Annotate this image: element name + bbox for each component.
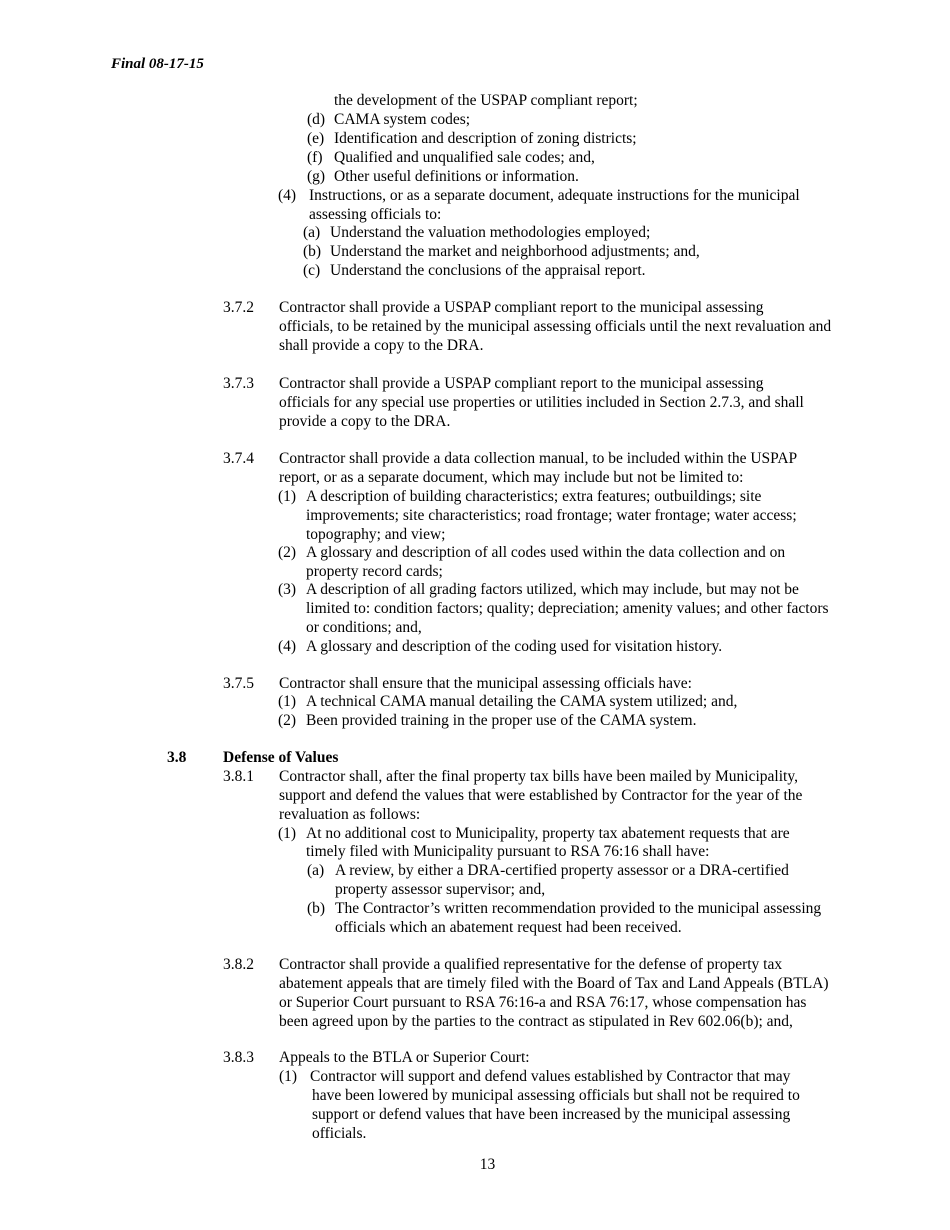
section-number-3-8-1: 3.8.1 — [223, 768, 254, 785]
section-3-7-4-item1-line2: improvements; site characteristics; road frontage; water frontage; water access; — [306, 507, 797, 524]
section-3-8-2-line2: abatement appeals that are timely filed with the Board of Tax and Land Appeals (BTLA) — [279, 975, 829, 992]
section-3-8-3-item1-number: (1) — [279, 1068, 298, 1085]
list-item-4-number: (4) — [278, 187, 297, 204]
section-3-8-2-line4: been agreed upon by the parties to the contract as stipulated in Rev 602.06(b); and, — [279, 1013, 793, 1030]
section-3-7-4-item1-number: (1) — [278, 488, 297, 505]
section-3-7-3-line1: Contractor shall provide a USPAP compliant report to the municipal assessing — [279, 375, 764, 392]
section-3-7-4-item1-line3: topography; and view; — [306, 526, 446, 543]
list-item-f-text: Qualified and unqualified sale codes; and, — [334, 149, 595, 166]
section-3-8-2-line1: Contractor shall provide a qualified representative for the defense of property tax — [279, 956, 783, 973]
list-item-a-text: Understand the valuation methodologies employed; — [330, 224, 651, 241]
section-3-8-1-item-a-line1: A review, by either a DRA-certified property assessor or a DRA-certified — [335, 862, 789, 879]
section-3-7-5-item1-number: (1) — [278, 693, 297, 710]
section-3-8-1-item-b-line1: The Contractor’s written recommendation provided to the municipal assessing — [335, 900, 822, 917]
list-item-d-text: CAMA system codes; — [334, 111, 471, 128]
section-3-7-5-item2-text: Been provided training in the proper use of the CAMA system. — [306, 712, 697, 729]
section-3-8-2-line3: or Superior Court pursuant to RSA 76:16-a and RSA 76:17, whose compensation has — [279, 994, 807, 1011]
section-3-7-4-item4-number: (4) — [278, 638, 297, 655]
page-number: 13 — [479, 1156, 496, 1173]
section-number-3-7-2: 3.7.2 — [223, 299, 254, 316]
section-3-7-4-item1-line1: A description of building characteristics; extra features; outbuildings; site — [306, 488, 762, 505]
section-3-8-1-item1-line2: timely filed with Municipality pursuant to RSA 76:16 shall have: — [306, 843, 710, 860]
section-3-7-2-line1: Contractor shall provide a USPAP compliant report to the municipal assessing — [279, 299, 764, 316]
section-3-8-3-line1: Appeals to the BTLA or Superior Court: — [279, 1049, 530, 1066]
section-number-3-7-5: 3.7.5 — [223, 675, 254, 692]
section-3-8-1-line1: Contractor shall, after the final property tax bills have been mailed by Municipality, — [279, 768, 798, 785]
list-item-c-text: Understand the conclusions of the appraisal report. — [330, 262, 646, 279]
list-item-a-number: (a) — [303, 224, 321, 241]
section-number-3-8: 3.8 — [167, 749, 187, 766]
section-number-3-7-4: 3.7.4 — [223, 450, 254, 467]
list-item-c-number: (c) — [303, 262, 321, 279]
section-title-defense-of-values: Defense of Values — [223, 749, 339, 766]
section-3-7-2-line3: shall provide a copy to the DRA. — [279, 337, 484, 354]
list-item-e-number: (e) — [307, 130, 325, 147]
section-3-7-3-line2: officials for any special use properties or utilities included in Section 2.7.3, and shall — [279, 394, 804, 411]
section-number-3-7-3: 3.7.3 — [223, 375, 254, 392]
section-3-8-3-item1-line1: Contractor will support and defend values established by Contractor that may — [310, 1068, 791, 1085]
section-3-8-1-item-b-line2: officials which an abatement request had been received. — [335, 919, 682, 936]
section-3-7-5-item2-number: (2) — [278, 712, 297, 729]
list-item-g-number: (g) — [307, 168, 326, 185]
section-3-7-4-line1: Contractor shall provide a data collection manual, to be included within the USPAP — [279, 450, 798, 467]
section-3-8-1-line3: revaluation as follows: — [279, 806, 421, 823]
list-item-g-text: Other useful definitions or information. — [334, 168, 579, 185]
section-3-7-4-item2-line1: A glossary and description of all codes used within the data collection and on — [306, 544, 786, 561]
list-item-b-number: (b) — [303, 243, 322, 260]
section-3-7-4-item4-line1: A glossary and description of the coding used for visitation history. — [306, 638, 723, 655]
section-3-7-4-item2-number: (2) — [278, 544, 297, 561]
list-item-e-text: Identification and description of zoning districts; — [334, 130, 637, 147]
section-number-3-8-3: 3.8.3 — [223, 1049, 254, 1066]
section-3-8-3-item1-line2: have been lowered by municipal assessing officials but shall not be required to — [312, 1087, 800, 1104]
section-3-8-3-item1-line4: officials. — [312, 1125, 367, 1142]
section-3-8-3-item1-line3: support or defend values that have been increased by the municipal assessing — [312, 1106, 791, 1123]
list-item-b-text: Understand the market and neighborhood adjustments; and, — [330, 243, 700, 260]
section-3-8-1-item1-number: (1) — [278, 825, 297, 842]
list-item-4-line2: assessing officials to: — [309, 206, 442, 223]
section-3-7-4-item3-number: (3) — [278, 581, 297, 598]
section-3-7-4-line2: report, or as a separate document, which may include but not be limited to: — [279, 469, 744, 486]
section-3-7-5-item1-text: A technical CAMA manual detailing the CAMA system utilized; and, — [306, 693, 738, 710]
section-3-7-4-item3-line3: or conditions; and, — [306, 619, 422, 636]
section-3-7-4-item3-line2: limited to: condition factors; quality; depreciation; amenity values; and other factors — [306, 600, 829, 617]
section-3-8-1-item-a-line2: property assessor supervisor; and, — [335, 881, 546, 898]
section-3-7-4-item2-line2: property record cards; — [306, 563, 443, 580]
section-3-7-2-line2: officials, to be retained by the municipal assessing officials until the next revaluation and — [279, 318, 832, 335]
section-3-8-1-line2: support and defend the values that were established by Contractor for the year of the — [279, 787, 803, 804]
list-item-f-number: (f) — [307, 149, 323, 166]
section-3-8-1-item-b-number: (b) — [307, 900, 326, 917]
continuation-line: the development of the USPAP compliant report; — [334, 92, 638, 109]
section-number-3-8-2: 3.8.2 — [223, 956, 254, 973]
section-3-7-4-item3-line1: A description of all grading factors utilized, which may include, but may not be — [306, 581, 799, 598]
section-3-8-1-item-a-number: (a) — [307, 862, 325, 879]
list-item-4-line1: Instructions, or as a separate document, adequate instructions for the municipal — [309, 187, 800, 204]
section-3-7-3-line3: provide a copy to the DRA. — [279, 413, 451, 430]
section-3-7-5-line1: Contractor shall ensure that the municipal assessing officials have: — [279, 675, 692, 692]
list-item-d-number: (d) — [307, 111, 326, 128]
section-3-8-1-item1-line1: At no additional cost to Municipality, property tax abatement requests that are — [306, 825, 790, 842]
document-version-header: Final 08-17-15 — [111, 56, 204, 72]
